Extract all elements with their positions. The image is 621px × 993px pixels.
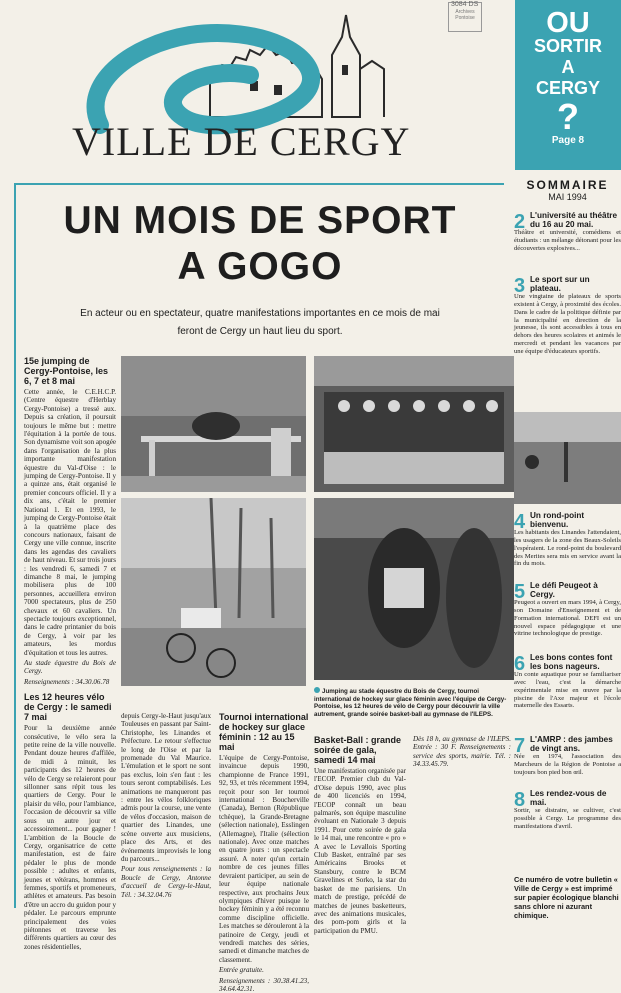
toc-text: Théâtre et université, comédiens et étudiants : un mélange détonant pour les découvertes explosives... xyxy=(514,229,621,252)
toc-item[interactable] xyxy=(514,582,621,638)
table-of-contents xyxy=(514,178,621,207)
sommaire-title: SOMMAIRE xyxy=(526,178,609,192)
promo-line-4: CERGY xyxy=(535,78,600,98)
headline-line-2: A GOGO xyxy=(177,245,343,288)
toc-number: 3 xyxy=(514,275,526,297)
toc-heading: Le défi Peugeot à Cergy. xyxy=(530,581,598,599)
article-column-5 xyxy=(413,735,511,908)
velo-body-1: Pour la deuxième année consécutive, le vélo sera la petite reine de la ville nouvelle. Pendant douze heures d'affilée, de midi à minuit, les participants des 12 heures de vélo de Cergy se relaieront pour sillonner sans répit tous les quartiers de Cergy. Pour le plaisir du vélo, pour l'ambiance, l'occasion de découvrir sa ville sous un autre jour et accessoirement... pour gagner ! L'ambition de la Boucle de Cergy, organisatrice de cette manifestation, est de faire pédaler le plus de monde possible : adultes et enfants, jeunes et vétérans, hommes et femmes, sportifs et promeneurs, athlètes et amateurs. Pas besoin d'être un accro du guidon pour y pédaler. Le parcours emprunte principalement des voies piétonnes et traverse les différents quartiers au cœur des zones résidentielles, xyxy=(24,724,116,951)
photo-basket xyxy=(314,498,514,680)
velo-title: Les 12 heures vélo de Cergy : le samedi 7 mai xyxy=(24,692,112,723)
toc-item[interactable] xyxy=(514,212,621,253)
toc-heading: Les bons contes font les bons nageurs. xyxy=(530,653,613,671)
toc-text: Un conte aquatique pour se familiariser avec l'eau, c'est la démarche expérimentale mise en œuvre par la piscine de l'Axe majeur et l'école maternelle des Essarts. xyxy=(514,671,621,710)
archive-stamp: Archives Pontoise xyxy=(448,2,482,32)
toc-item[interactable] xyxy=(514,276,621,356)
promo-line-3: A xyxy=(561,57,575,77)
basket-body-1: Une manifestation organisée par l'ECOP. Premier club du Val-d'Oise depuis 1990, avec plus de 400 licenciés en 1994, l'ECOP connaît un beau palmarès, son équipe masculine évoluant en Nationale 3 depuis 1991. Pour cette soirée de gala le 14 mai, une rencontre « pro » A avec le Levallois Sporting Club Basket, entraîné par ses Américains Brooks et Stansbury, contre le BCM Gravelines et Sorko, la star du basket de me parisiens. Un match de prestige, précédé de matches de jeunes basketteurs, avec des animations musicales, des pom-pom girls et la participation du PMU. xyxy=(314,767,406,935)
question-mark-icon: ? xyxy=(557,96,579,137)
toc-heading: Le sport sur un plateau. xyxy=(530,275,590,293)
toc-item[interactable] xyxy=(514,654,621,710)
masthead-title: VILLE DE CERGY xyxy=(72,119,411,164)
archive-number: 3084 DS xyxy=(451,1,479,8)
velo-body-2: depuis Cergy-le-Haut jusqu'aux Touleuses en passant par Saint-Christophe, les Linandes et Préfecture. Le retour s'effectue le long de l'Oise et par la promenade du Val Maurice. L'émulation et le sport ne sont pas exclus, loin s'en faut : les tours seront comptabilisés. Les animations ne manqueront pas : entre les vélos folkloriques admis pour la course, une vente de vélos d'occasion, maison de quartier des Linandes, une scène ouverte aux musiciens, place des Arts, et des événements improvisés le long du parcours... xyxy=(121,712,211,863)
toc-number: 5 xyxy=(514,581,526,603)
photo-velo xyxy=(121,498,306,686)
accent-rule-top xyxy=(14,183,504,185)
promo-line-1: OU xyxy=(546,7,590,39)
jumping-place: Au stade équestre du Bois de Cergy. xyxy=(24,659,116,676)
article-column-4 xyxy=(314,735,406,935)
jumping-title: 15e jumping de Cergy-Pontoise, les 6, 7 et 8 mai xyxy=(24,356,109,386)
where-to-go-promo[interactable] xyxy=(515,0,621,170)
toc-number: 7 xyxy=(514,735,526,757)
toc-text: Peugeot a ouvert en mars 1994, à Cergy, son Domaine d'Enseignement et de Formation international. DEFI est un nouvel espace pédagogique et une vitrine technologique de prestige. xyxy=(514,599,621,638)
toc-text: Une vingtaine de plateaux de sports existent à Cergy, à proximité des écoles. Dans le cadre de la politique définie par la municipalité en direction de la jeunesse, ils sont accessibles à tous en dehors des heures scolaires et animés le mercredi et pendant les vacances par une équipe d'éducateurs sportifs. xyxy=(514,293,621,355)
velo-body-3: Pour tous renseignements : la Boucle de Cergy, Antonne d'accueil de Cergy-le-Haut, Tél. : 34.32.04.76 xyxy=(121,865,211,899)
jumping-info: Renseignements : 34.30.06.78 xyxy=(24,677,110,686)
photo-sport-plateau xyxy=(514,412,621,504)
toc-number: 6 xyxy=(514,653,526,675)
toc-number: 4 xyxy=(514,511,526,533)
promo-line-2: SORTIR xyxy=(533,36,602,56)
toc-item[interactable] xyxy=(514,512,621,568)
toc-text: Sortir, se distraire, se cultiver, c'est possible à Cergy. Le programme des manifestations d'avril. xyxy=(514,807,621,830)
hockey-body: L'équipe de Cergy-Pontoise, invaincue depuis 1990, championne de France 1991, 92, 93, et très récemment 1994, reçoit pour son Ier tournoi international : Boucherville (Canada), Bernon (République tchèque), la Grande-Bretagne (sélection nationale), Esslingen (Allemagne), l'Italie (sélection nationale). Avec onze matches en quatre jours : un spectacle assuré. A noter qu'un certain nombre de ces jeunes filles devraient participer, au sein de leur équipe nationale respective, aux prochains Jeux olympiques d'hiver puisque le hockey féminin y a été reconnu comme discipline officielle. Les matches se dérouleront à la patinoire de Cergy, jeudi et vendredi matches des séries, samedi et dimanche matches de classement. xyxy=(219,754,309,964)
subtitle-line-1: En acteur ou en spectateur, quatre manifestations importantes en ce mois de mai xyxy=(80,308,440,319)
accent-rule-left xyxy=(14,183,16,908)
article-column-1 xyxy=(24,356,117,951)
photo-hockey-team xyxy=(314,356,514,492)
toc-heading: L'université au théâtre du 16 au 20 mai. xyxy=(530,211,618,229)
toc-text: Les habitants des Linandes l'attendaient, les usagers de la zone des Beaux-Soleils l'espéraient. Le rond-point du boulevard des Merites sera mis en service avant la fin du mois. xyxy=(514,529,621,568)
toc-heading: L'AMRP : des jambes de vingt ans. xyxy=(530,735,613,753)
basket-title: Basket-Ball : grande soirée de gala, samedi 14 mai xyxy=(314,735,402,765)
sommaire-date: MAI 1994 xyxy=(548,192,587,202)
promo-page-ref: Page 8 xyxy=(551,135,585,146)
main-headline xyxy=(20,198,500,290)
toc-text: Née en 1974, l'association des Marcheurs de la Région de Pontoise a toujours bon pied bon œil. xyxy=(514,753,621,776)
headline-subtitle xyxy=(30,305,490,341)
caption-text: Jumping au stade équestre du Bois de Cergy, tournoi international de hockey sur glace féminin avec l'équipe de Cergy-Pontoise, les 12 heures de vélo de Cergy pour découvrir la ville autrement, grande soirée basket-ball au gymnase de l'ILEPS. xyxy=(314,688,507,718)
toc-heading: Les rendez-vous de mai. xyxy=(530,789,607,807)
subtitle-line-2: feront de Cergy un haut lieu du sport. xyxy=(177,326,343,337)
photo-jumping xyxy=(121,356,306,492)
basket-body-2: Dès 18 h, au gymnase de l'ILEPS. Entrée : 30 F. Renseignements : service des sports, mairie. Tél. : 34.33.45.79. xyxy=(413,735,511,769)
hockey-entry: Entrée gratuite. xyxy=(219,966,264,975)
toc-number: 8 xyxy=(514,789,526,811)
hockey-info: Renseignements : 30.38.41.23, 34.64.42.31. xyxy=(219,976,309,993)
ecological-paper-note: Ce numéro de votre bulletin « Ville de Cergy » est imprimé sur papier écologique blanchi sans chlore ni azurant chimique. xyxy=(514,875,619,920)
toc-number: 2 xyxy=(514,211,526,233)
photo-caption xyxy=(314,687,514,718)
article-column-3 xyxy=(219,712,309,993)
headline-line-1: UN MOIS DE SPORT xyxy=(63,199,457,242)
bullet-icon xyxy=(314,687,320,693)
toc-item[interactable] xyxy=(514,736,621,777)
jumping-body: Cette année, le C.E.H.C.P. (Centre équestre d'Herblay Cergy-Pontoise) a tressé aux. Depuis sa création, il poursuit toujours le même but : mettre l'équitation à la portée de tous. Son dynamisme voit son apogée dans l'organisation de la plus importante manifestation équestre du Val-d'Oise : le jumping de Cergy-Pontoise. Il y a quinze ans, était organisé le premier concours officiel. Il y a dix ans, c'était le premier National 1. Et en 1993, le jumping de Cergy-Pontoise était à la quatrième place des concours nationaux, faisant de Cergy une ville connue, inscrite dans les agendas des cavaliers de haut niveau. Et sur trois jours : les vendredi 6, samedi 7 et dimanche 8 mai, le jumping mobilisera plus de 100 personnes, accueillera environ 7000 spectateurs, plus de 250 chevaux et 60 cavaliers. Un spectacle toujours exceptionnel, dans le cadre printanier du bois de Cergy, à voir par les amateurs, les mordus d'équitation et tous les autres. xyxy=(24,388,117,657)
toc-item[interactable] xyxy=(514,790,621,831)
hockey-title: Tournoi international de hockey sur glace féminin : 12 au 15 mai xyxy=(219,712,309,752)
toc-heading: Un rond-point bienvenu. xyxy=(530,511,585,529)
article-column-2 xyxy=(121,712,211,908)
